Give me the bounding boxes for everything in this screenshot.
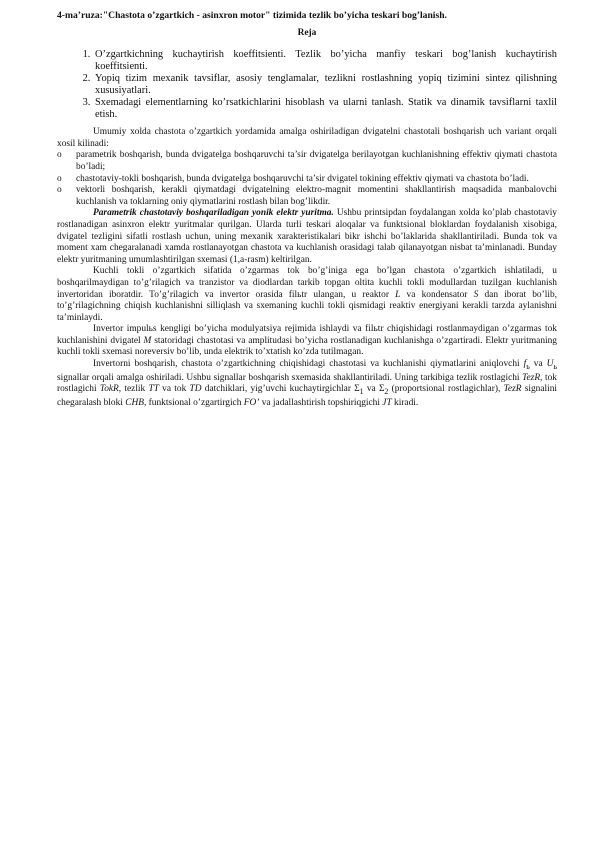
- bullet-marker: o: [57, 150, 62, 161]
- symbol-JT: JT: [382, 397, 392, 408]
- paragraph-text: va kondensator: [400, 289, 474, 300]
- symbol-M: M: [143, 335, 152, 346]
- paragraph-text: Invertorni boshqarish, chastota o’zgartkichning chiqishidagi chastotasi va kuchlanishi qiymatlarini aniqlovchi: [93, 359, 524, 370]
- symbol-L: L: [395, 289, 401, 300]
- plan-item: 3. Sxemadagi elementlarning ko’rsatkichlarini hisoblash va ularni tanlash. Statik va dinamik tavsiflarni taxlil etish.: [93, 97, 557, 121]
- paragraph-text: va tok: [158, 384, 190, 395]
- paragraph-inverter: [57, 324, 557, 359]
- paragraph-text: (proportsional rostlagichlar),: [388, 384, 504, 395]
- plan-heading: Reja: [297, 27, 317, 38]
- bullet-text: vektorli boshqarish, kerakli qiymatdagi dvigatelning elektro-magnit momentini shakllantirish maqsadida manbalovchi kuchlanish va toklarning oniy qiymatlarini rostlash bilan bog’likdir.: [76, 185, 557, 207]
- bullet-item: [57, 174, 557, 186]
- paragraph-text: va: [529, 359, 547, 370]
- paragraph-converter: [57, 266, 557, 324]
- paragraph-text: signalini chegaralash bloki: [57, 384, 558, 408]
- intro-paragraph: Umumiy xolda chastota o’zgartkich yordamida amalga oshiriladigan dvigatelni chastotali boshqarish uch variant orqali xosil kilinadi:: [57, 127, 557, 149]
- paragraph-parametric: [57, 208, 557, 266]
- symbol-f: f: [523, 359, 527, 370]
- paragraph-lead: Parametrik chastotaviy boshqariladigan yonik elektr yuritma.: [93, 208, 334, 219]
- paragraph-text: va Σ: [363, 384, 385, 395]
- paragraph-text: , tok rostlagichi: [57, 372, 557, 395]
- paragraph-text: statoridagi chastotasi va amplitudasi bo’yicha rostlanadigan kuchlanishga o’zgartiradi. Elektr yuritmaning kuchli tokli sxemasi noreversiv bo’lib, unda elektrik to’xtatish ko’zda tutilmagan.: [57, 335, 557, 358]
- paragraph-text: , tezlik: [118, 384, 149, 395]
- bullet-item: [57, 150, 557, 173]
- symbol-subscript: 1: [359, 387, 364, 396]
- paragraph-text: Invertor impulьs kengligi bo’yicha modulyatsiya rejimida ishlaydi va filьtr chiqishidagi rostlanmaydigan o’zgarmas tok kuchlanishini dvigatel: [57, 324, 557, 346]
- plan-list: [57, 49, 557, 121]
- bullet-marker: o: [57, 173, 62, 184]
- plan-item: 2. Yopiq tizim mexanik tavsiflar, asosiy tenglamalar, tezlikni rostlashning yopiq tizimini sintez qilishning xususiyatlari.: [93, 73, 557, 97]
- paragraph-text: Kuchli tokli o’zgartkich sifatida o’zgarmas tok bo’g’iniga ega bo’lgan chastota o’zgartkich ishlatiladi, u boshqarilmaydigan to’g’rilagich va tranzistor va diodlardan tarkib topgan oltita kuchli tokli modullardan tuzilgan kuchlanish invertoridan iboratdir. To’g’rilagich va invertor orasida filьtr ulangan, u reaktor: [57, 266, 557, 300]
- symbol-TokR: TokR: [99, 384, 119, 395]
- symbol-TezR: TezR: [522, 372, 541, 383]
- symbol-subscript: 2: [384, 387, 389, 396]
- bullet-item: [57, 185, 557, 208]
- paragraph-text: , funktsional o’zgartirgich: [143, 397, 244, 408]
- symbol-subscript: ь: [553, 361, 557, 371]
- symbol-FO: FO’: [243, 397, 260, 408]
- bullet-marker: o: [57, 185, 62, 196]
- symbol-TezR: TezR: [503, 384, 522, 395]
- paragraph-text: va jadallashtirish topshiriqgichi: [259, 397, 383, 408]
- paragraph-text: dan iborat bo’lib, to’g’rilagichning chiqish kuchlanishni silliqlash va sxemaning kuchli tokli qismidagi reaktiv energiyani kerakli tarzda aylanishni ta’minlaydi.: [57, 289, 557, 323]
- plan-item: 1. O’zgartkichning kuchaytirish koeffitsienti. Tezlik bo’yicha manfiy teskari bog’lanish kuchaytirish koeffitsienti.: [93, 49, 557, 73]
- symbol-subscript: ь: [526, 361, 530, 371]
- paragraph-text: datchiklari, yig’uvchi kuchaytirgichlar Σ: [201, 384, 360, 395]
- symbol-CHB: CHB: [125, 397, 144, 408]
- bullet-text: parametrik boshqarish, bunda dvigatelga boshqaruvchi ta’sir dvigatelga berilayotgan kuchlanishning effektiv qiymati chastota bo’ladi;: [76, 150, 557, 172]
- paragraph-text: signallar orqali amalga oshiriladi. Ushbu signallar boshqarish sxemasida shakllantiriladi. Uning tarkibiga tezlik rostlagichi: [57, 372, 523, 383]
- lecture-title: 4-ma’ruza:"Chastota o’zgartkich - asinxron motor" tizimida tezlik bo’yicha teskari bog’lanish.: [57, 10, 447, 21]
- bullet-text: chastotaviy-tokli boshqarish, bunda dvigatelga boshqaruvchi ta’sir dvigatel tokining effektiv qiymati va chastota bo’ladi.: [76, 173, 529, 184]
- symbol-U: U: [546, 359, 554, 370]
- symbol-TT: TT: [148, 384, 159, 395]
- paragraph-control: [57, 359, 557, 409]
- paragraph-text: kiradi.: [391, 397, 419, 408]
- symbol-S: S: [473, 289, 479, 300]
- document-page: [57, 10, 557, 409]
- symbol-TD: TD: [189, 384, 202, 395]
- paragraph-text: Ushbu printsipdan foydalangan xolda ko’plab chastotaviy rostlanadigan asinxron elektr yuritmalar qurilgan. Ularda turli teskari aloqalar va funktsional bloklardan foydalanish xisobiga, dvigatel tezligini sifatli rostlash uchun, uning mexanik xarakteristikalari bikr ishchi bo’laklarida shakllantiriladi. Bunda tok va moment xam chegaralanadi xamda rostlanayotgan chastota va kuchlanish orasidagi talab qilanayotgan nisbat ta’minlanadi. Bunday elektr yuritmaning umumlashtirilgan sxemasi (1,a-rasm) keltirilgan.: [57, 208, 557, 265]
